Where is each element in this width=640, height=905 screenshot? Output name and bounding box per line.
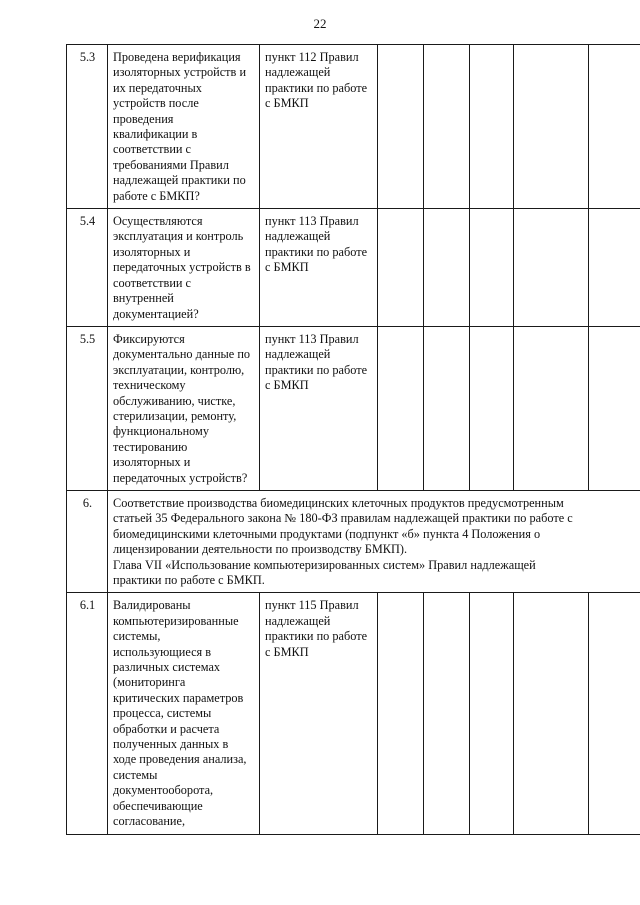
table-row (67, 593, 640, 834)
row-number: 5.5 (67, 326, 108, 490)
answer-cell (378, 326, 424, 490)
question-cell (108, 45, 260, 209)
table-row (67, 45, 640, 209)
section-text-line: лицензировании деятельности по производству БМКП). (113, 542, 408, 557)
answer-cell (514, 209, 589, 327)
reference-line: пункт 115 Правил (265, 598, 359, 613)
table-row (67, 209, 640, 327)
question-line: их передаточных (113, 80, 202, 95)
question-cell (108, 326, 260, 490)
question-line: изоляторных и (113, 455, 191, 470)
row-number: 6.1 (67, 593, 108, 834)
reference-line: практики по работе (265, 244, 368, 259)
answer-cell (589, 45, 640, 209)
answer-cell (589, 593, 640, 834)
question-line: документально данные по (113, 347, 251, 362)
question-line: соответствии с (113, 142, 192, 157)
question-line: различных системах (113, 660, 221, 675)
section-text-line: статьей 35 Федерального закона № 180-ФЗ правилам надлежащей практики по работе с (113, 511, 573, 526)
row-number: 5.3 (67, 45, 108, 209)
reference-line: надлежащей (265, 229, 331, 244)
question-line: передаточных устройств? (113, 470, 248, 485)
reference-cell (260, 593, 378, 834)
answer-cell (589, 326, 640, 490)
answer-cell (424, 326, 470, 490)
answer-cell (470, 593, 514, 834)
answer-cell (424, 593, 470, 834)
reference-line: практики по работе (265, 362, 368, 377)
answer-cell (470, 209, 514, 327)
question-line: обработки и расчета (113, 721, 220, 736)
reference-line: практики по работе (265, 80, 368, 95)
question-line: компьютеризированные (113, 613, 239, 628)
answer-cell (470, 326, 514, 490)
question-line: документацией? (113, 306, 199, 321)
question-line: Проведена верификация (113, 50, 241, 64)
question-line: изоляторных устройств и (113, 65, 247, 80)
question-line: критических параметров (113, 690, 244, 705)
reference-line: пункт 113 Правил (265, 214, 359, 229)
question-line: надлежащей практики по (113, 173, 246, 188)
question-line: системы (113, 767, 158, 782)
answer-cell (424, 45, 470, 209)
question-line: устройств после (113, 96, 199, 111)
question-line: функциональному (113, 424, 209, 439)
question-line: стерилизации, ремонту, (113, 408, 237, 423)
question-line: эксплуатации, контролю, (113, 362, 245, 377)
reference-line: с БМКП (265, 96, 309, 111)
section-number: 6. (67, 490, 108, 592)
row-number: 5.4 (67, 209, 108, 327)
reference-cell (260, 326, 378, 490)
question-line: обслуживанию, чистке, (113, 393, 236, 408)
question-line: внутренней (113, 291, 174, 306)
question-line: требованиями Правил (113, 157, 229, 172)
reference-line: надлежащей (265, 613, 331, 628)
page-number: 22 (313, 16, 327, 31)
question-line: (мониторинга (113, 675, 186, 690)
question-line: согласование, (113, 814, 186, 829)
section-text-line: Глава VII «Использование компьютеризированных систем» Правил надлежащей (113, 557, 536, 572)
question-line: обеспечивающие (113, 798, 203, 813)
question-line: полученных данных в (113, 737, 229, 752)
question-line: соответствии с (113, 275, 192, 290)
answer-cell (514, 45, 589, 209)
section-text-line: практики по работе с БМКП. (113, 573, 265, 587)
question-line: Фиксируются (113, 331, 185, 346)
question-line: техническому (113, 378, 186, 393)
reference-line: с БМКП (265, 378, 309, 393)
answer-cell (514, 593, 589, 834)
section-text-line: Соответствие производства биомедицинских клеточных продуктов предусмотренным (113, 495, 564, 510)
question-line: проведения (113, 111, 174, 126)
question-line: ходе проведения анализа, (113, 752, 247, 767)
question-line: передаточных устройств в (113, 260, 251, 275)
reference-line: надлежащей (265, 65, 331, 80)
table-row (67, 326, 640, 490)
section-text-line: биомедицинскими клеточными продуктами (подпункт «б» пункта 4 Положения о (113, 526, 541, 541)
question-line: процесса, системы (113, 706, 212, 721)
answer-cell (378, 209, 424, 327)
reference-line: пункт 113 Правил (265, 331, 359, 346)
question-line: работе с БМКП? (113, 188, 200, 203)
reference-line: пункт 112 Правил (265, 50, 359, 64)
checklist-table (66, 44, 640, 835)
answer-cell (514, 326, 589, 490)
section-row (67, 490, 640, 592)
question-line: системы, (113, 629, 161, 644)
answer-cell (378, 593, 424, 834)
reference-line: с БМКП (265, 644, 309, 659)
answer-cell (424, 209, 470, 327)
reference-line: с БМКП (265, 260, 309, 275)
answer-cell (470, 45, 514, 209)
question-line: эксплуатация и контроль (113, 229, 244, 244)
question-line: квалификации в (113, 127, 198, 142)
reference-line: практики по работе (265, 629, 368, 644)
question-line: тестированию (113, 439, 188, 454)
section-text-cell (108, 490, 640, 592)
reference-cell (260, 45, 378, 209)
reference-line: надлежащей (265, 347, 331, 362)
question-line: изоляторных и (113, 244, 191, 259)
reference-cell (260, 209, 378, 327)
answer-cell (589, 209, 640, 327)
question-cell (108, 209, 260, 327)
question-line: документооборота, (113, 783, 214, 798)
question-line: Валидированы (113, 598, 191, 613)
question-line: Осуществляются (113, 214, 203, 229)
question-cell (108, 593, 260, 834)
answer-cell (378, 45, 424, 209)
question-line: использующиеся в (113, 644, 212, 659)
